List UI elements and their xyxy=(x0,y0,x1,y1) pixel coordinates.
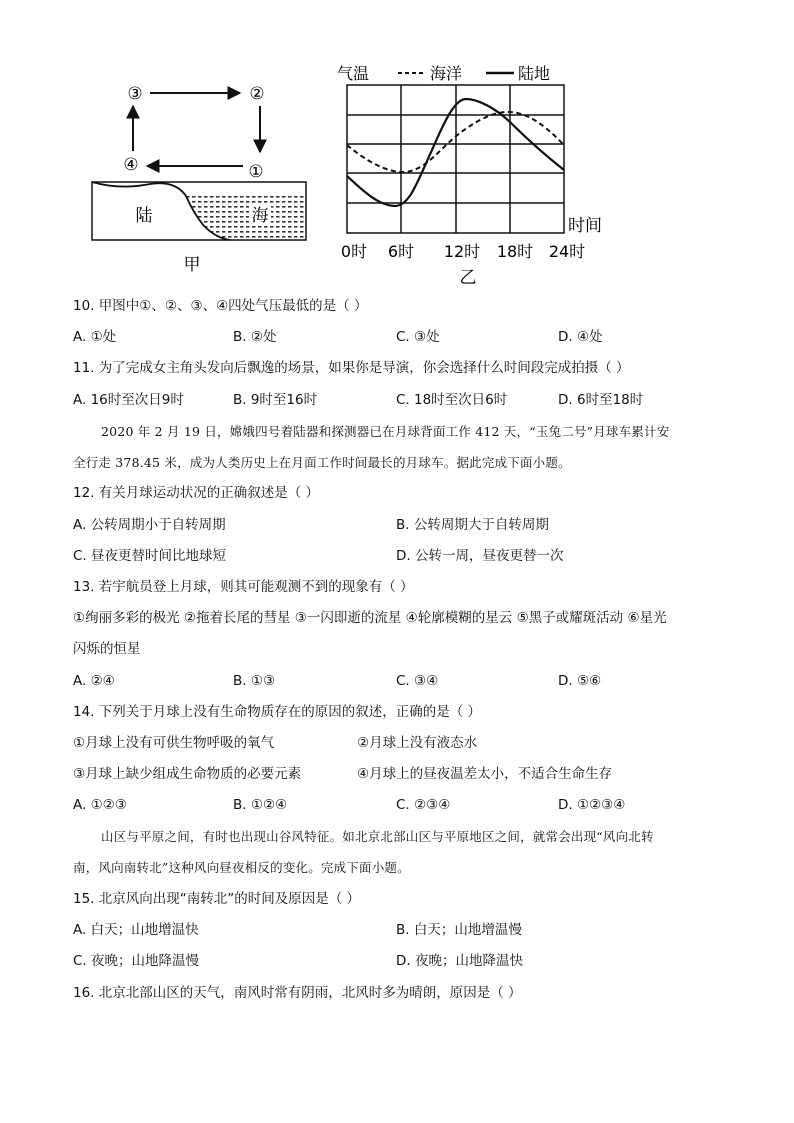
q12-option-c[interactable]: C. 昼夜更替时间比地球短 xyxy=(73,548,227,564)
land-label: 陆 xyxy=(135,206,153,226)
node-2: ② xyxy=(249,84,265,104)
q16-stem: 16. 北京北部山区的天气，南风时常有阴雨，北风时多为晴朗，原因是（ ） xyxy=(73,985,522,1001)
passage-moon xyxy=(73,416,723,478)
q15-option-c[interactable]: C. 夜晚；山地降温慢 xyxy=(73,953,200,969)
x-tick-0: 0时 xyxy=(340,242,368,261)
q12-stem: 12. 有关月球运动状况的正确叙述是（ ） xyxy=(73,485,320,501)
node-3: ③ xyxy=(127,84,143,104)
q10-option-b[interactable]: B. ②处 xyxy=(233,329,277,345)
figure-yi xyxy=(337,64,602,288)
node-1: ① xyxy=(248,162,264,182)
node-4: ④ xyxy=(123,155,139,175)
q12-option-a[interactable]: A. 公转周期小于自转周期 xyxy=(73,517,226,533)
q11-option-b[interactable]: B. 9时至16时 xyxy=(233,392,318,408)
q12-option-d[interactable]: D. 公转一周，昼夜更替一次 xyxy=(396,548,564,564)
q13-items-line2: 闪烁的恒星 xyxy=(73,641,141,657)
q12-option-b[interactable]: B. 公转周期大于自转周期 xyxy=(396,517,549,533)
caption-yi: 乙 xyxy=(459,268,477,288)
q13-option-d[interactable]: D. ⑤⑥ xyxy=(558,673,602,689)
x-tick-12: 12时 xyxy=(443,242,481,261)
q10-option-d[interactable]: D. ④处 xyxy=(558,329,603,345)
q14-item-3: ③月球上缺少组成生命物质的必要元素 xyxy=(73,766,302,782)
passage-moon-line1: 2020 年 2 月 19 日，嫦娥四号着陆器和探测器已在月球背面工作 412 天，“玉兔二号”月球车累计安 xyxy=(101,424,670,439)
q13-stem: 13. 若宇航员登上月球，则其可能观测不到的现象有（ ） xyxy=(73,579,414,595)
q15-option-b[interactable]: B. 白天；山地增温慢 xyxy=(396,922,522,938)
q13-option-a[interactable]: A. ②④ xyxy=(73,673,115,689)
caption-jia: 甲 xyxy=(183,255,201,275)
q14-stem: 14. 下列关于月球上没有生命物质存在的原因的叙述，正确的是（ ） xyxy=(73,704,482,720)
x-tick-6: 6时 xyxy=(387,242,415,261)
q11-stem: 11. 为了完成女主角头发向后飘逸的场景，如果你是导演，你会选择什么时间段完成拍摄（ ） xyxy=(73,360,630,376)
q10-option-c[interactable]: C. ③处 xyxy=(396,329,440,345)
q15-stem: 15. 北京风向出现“南转北”的时间及原因是（ ） xyxy=(73,891,361,907)
figure-jia xyxy=(92,84,306,275)
q13-option-b[interactable]: B. ①③ xyxy=(233,673,276,689)
figure-area xyxy=(0,0,794,295)
q14-item-4: ④月球上的昼夜温差太小，不适合生命生存 xyxy=(357,766,613,782)
q10-option-a[interactable]: A. ①处 xyxy=(73,329,117,345)
legend-ocean: 海洋 xyxy=(430,64,463,83)
q11-option-c[interactable]: C. 18时至次日6时 xyxy=(396,392,508,408)
x-tick-18: 18时 xyxy=(496,242,534,261)
legend-land: 陆地 xyxy=(518,64,551,83)
q15-option-a[interactable]: A. 白天；山地增温快 xyxy=(73,922,199,938)
chart-grid xyxy=(347,85,564,233)
passage-valley-line1: 山区与平原之间，有时也出现山谷风特征。如北京北部山区与平原地区之间，就常会出现“风向北转 xyxy=(101,829,654,844)
q13-option-c[interactable]: C. ③④ xyxy=(396,673,439,689)
q14-option-d[interactable]: D. ①②③④ xyxy=(558,797,626,813)
passage-valley-wind xyxy=(73,821,723,883)
q14-item-1: ①月球上没有可供生物呼吸的氧气 xyxy=(73,735,275,751)
q14-option-b[interactable]: B. ①②④ xyxy=(233,797,288,813)
q14-option-a[interactable]: A. ①②③ xyxy=(73,797,127,813)
q10-stem: 10. 甲图中①、②、③、④四处气压最低的是（ ） xyxy=(73,298,368,314)
sea-label: 海 xyxy=(251,206,269,226)
q15-option-d[interactable]: D. 夜晚；山地降温快 xyxy=(396,953,523,969)
q14-option-c[interactable]: C. ②③④ xyxy=(396,797,451,813)
x-axis-label: 时间 xyxy=(568,216,602,236)
q14-item-2: ②月球上没有液态水 xyxy=(357,735,478,751)
q11-option-a[interactable]: A. 16时至次日9时 xyxy=(73,392,184,408)
passage-moon-line2: 全行走 378.45 米，成为人类历史上在月面工作时间最长的月球车。据此完成下面小题。 xyxy=(73,455,571,470)
passage-valley-line2: 南，风向南转北”这种风向昼夜相反的变化。完成下面小题。 xyxy=(73,860,410,875)
q13-items-line1: ①绚丽多彩的极光 ②拖着长尾的彗星 ③一闪即逝的流星 ④轮廓模糊的星云 ⑤黑子或耀斑活动 ⑥星光 xyxy=(73,610,667,626)
y-axis-label: 气温 xyxy=(337,64,370,83)
x-tick-24: 24时 xyxy=(548,242,586,261)
sea-body xyxy=(186,196,306,240)
q11-option-d[interactable]: D. 6时至18时 xyxy=(558,392,644,408)
